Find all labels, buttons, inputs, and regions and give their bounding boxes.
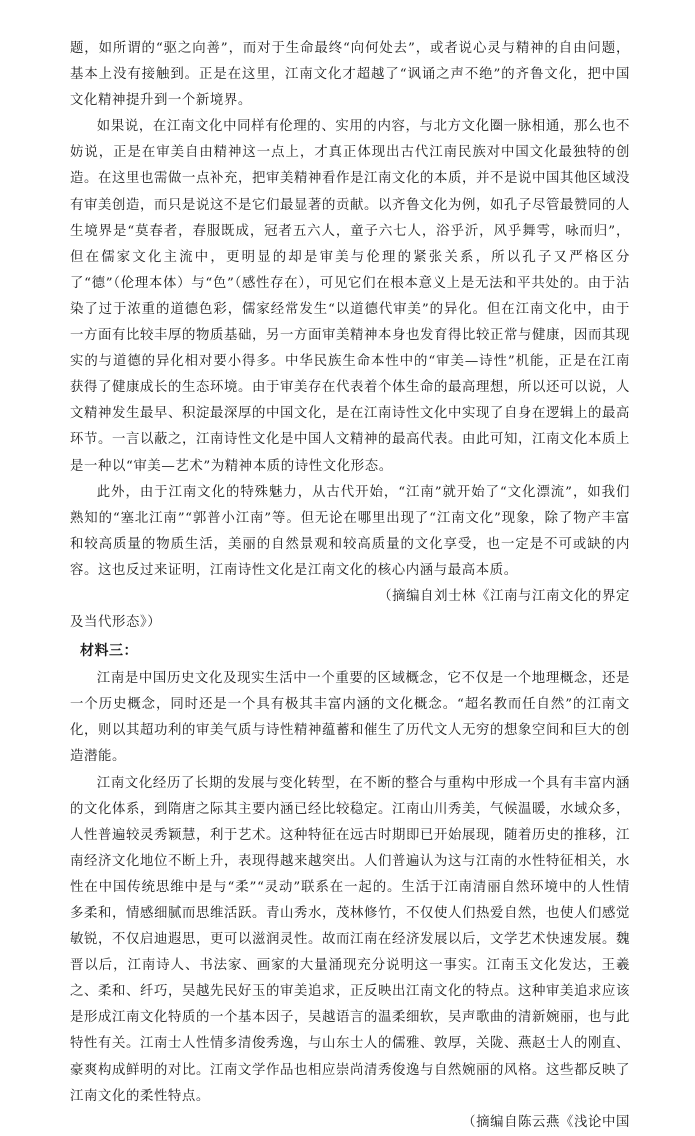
document-page	[70, 36, 630, 1136]
source-citation-2: （摘编自陈云燕《浅论中国	[462, 1114, 630, 1130]
paragraph-aesthetic-spirit: 如果说，在江南文化中同样有伦理的、实用的内容，与北方文化圈一脉相通，那么也不妨说，正是在审美自由精神这一点上，才真正体现出古代江南民族对中国文化最独特的创造。在这里也需做一点补充，把审美精神看作是江南文化的本质，并不是说中国其他区域没有审美创造，而只是说这不是它们最显著的贡献。以齐鲁文化为例，如孔子尽管最赞同的人生境界是“莫春者，春服既成，冠者五六人，童子六七人，浴乎沂，风乎舞雩，咏而归”，但在儒家文化主流中，更明显的却是审美与伦理的紧张关系，所以孔子又严格区分了“德”（伦理本体）与“色”（感性存在），可见它们在根本意义上是无法和平共处的。由于沾染了过于浓重的道德色彩，儒家经常发生“以道德代审美”的异化。但在江南文化中，由于一方面有比较丰厚的物质基础，另一方面审美精神本身也发育得比较正常与健康，因而其现实的与道德的异化相对要小得多。中华民族生命本性中的“审美—诗性”机能，正是在江南获得了健康成长的生态环境。由于审美存在代表着个体生命的最高理想，所以还可以说，人文精神发生最早、积淀最深厚的中国文化，是在江南诗性文化中实现了自身在逻辑上的最高环节。一言以蔽之，江南诗性文化是中国人文精神的最高代表。由此可知，江南文化本质上是一种以“审美—艺术”为精神本质的诗性文化形态。	[70, 119, 630, 474]
source-citation-1-line1: （摘编自刘士林《江南与江南文化的界定	[378, 588, 630, 604]
paragraph-jiangnan-evolution: 江南文化经历了长期的发展与变化转型，在不断的整合与重构中形成一个具有丰富内涵的文化体系，到隋唐之际其主要内涵已经比较稳定。江南山川秀美，气候温暖，水域众多，人性普遍较灵秀颖慧，利于艺术。这种特征在远古时期即已开始展现，随着历史的推移，江南经济文化地位不断上升，表现得越来越突出。人们普遍认为这与江南的水性特征相关，水性在中国传统思维中是与“柔”“灵动”联系在一起的。生活于江南清丽自然环境中的人性情多柔和，情感细腻而思维活跃。青山秀水，茂林修竹，不仅使人们热爱自然，也使人们感觉敏锐，不仅启迪遐思，更可以滋润灵性。故而江南在经济发展以后，文学艺术快速发展。魏晋以后，江南诗人、书法家、画家的大量涌现充分说明这一事实。江南玉文化发达，王羲之、柔和、纤巧，吴越先民好玉的审美追求，正反映出江南文化的特点。这种审美追求应该是形成江南文化特质的一个基本因子，吴越语言的温柔细软，吴声歌曲的清新婉丽，也与此特性有关。江南士人性情多清俊秀逸，与山东士人的儒雅、敦厚，关陇、燕赵士人的刚直、豪爽构成鲜明的对比。江南文学作品也相应崇尚清秀俊逸与自然婉丽的风格。这些都反映了江南文化的柔性特点。	[70, 775, 630, 1104]
paragraph-jiangnan-concept: 江南是中国历史文化及现实生活中一个重要的区域概念，它不仅是一个地理概念，还是一个历史概念，同时还是一个具有极其丰富内涵的文化概念。“超名教而任自然”的江南文化，则以其超功利的审美气质与诗性精神蕴蓄和催生了历代文人无穷的想象空间和巨大的创造潜能。	[70, 671, 630, 765]
section-title-material-three: 材料三：	[80, 643, 138, 660]
paragraph-cultural-drift: 此外，由于江南文化的特殊魅力，从古代开始，“江南”就开始了“文化漂流”，如我们熟知的“塞北江南”“郭普小江南”等。但无论在哪里出现了“江南文化”现象，除了物产丰富和较高质量的物质生活，美丽的自然景观和较高质量的文化享受，也一定是不可或缺的内容。这也反过来证明，江南诗性文化是江南文化的核心内涵与最高本质。	[70, 484, 630, 578]
source-citation-1-line2: 及当代形态》）	[70, 615, 162, 631]
top-paragraph: 题，如所谓的“驱之向善”，而对于生命最终“向何处去”，或者说心灵与精神的自由问题，基本上没有接触到。正是在这里，江南文化才超越了“讽诵之声不绝”的齐鲁文化，把中国文化精神提升到一个新境界。	[70, 41, 630, 109]
